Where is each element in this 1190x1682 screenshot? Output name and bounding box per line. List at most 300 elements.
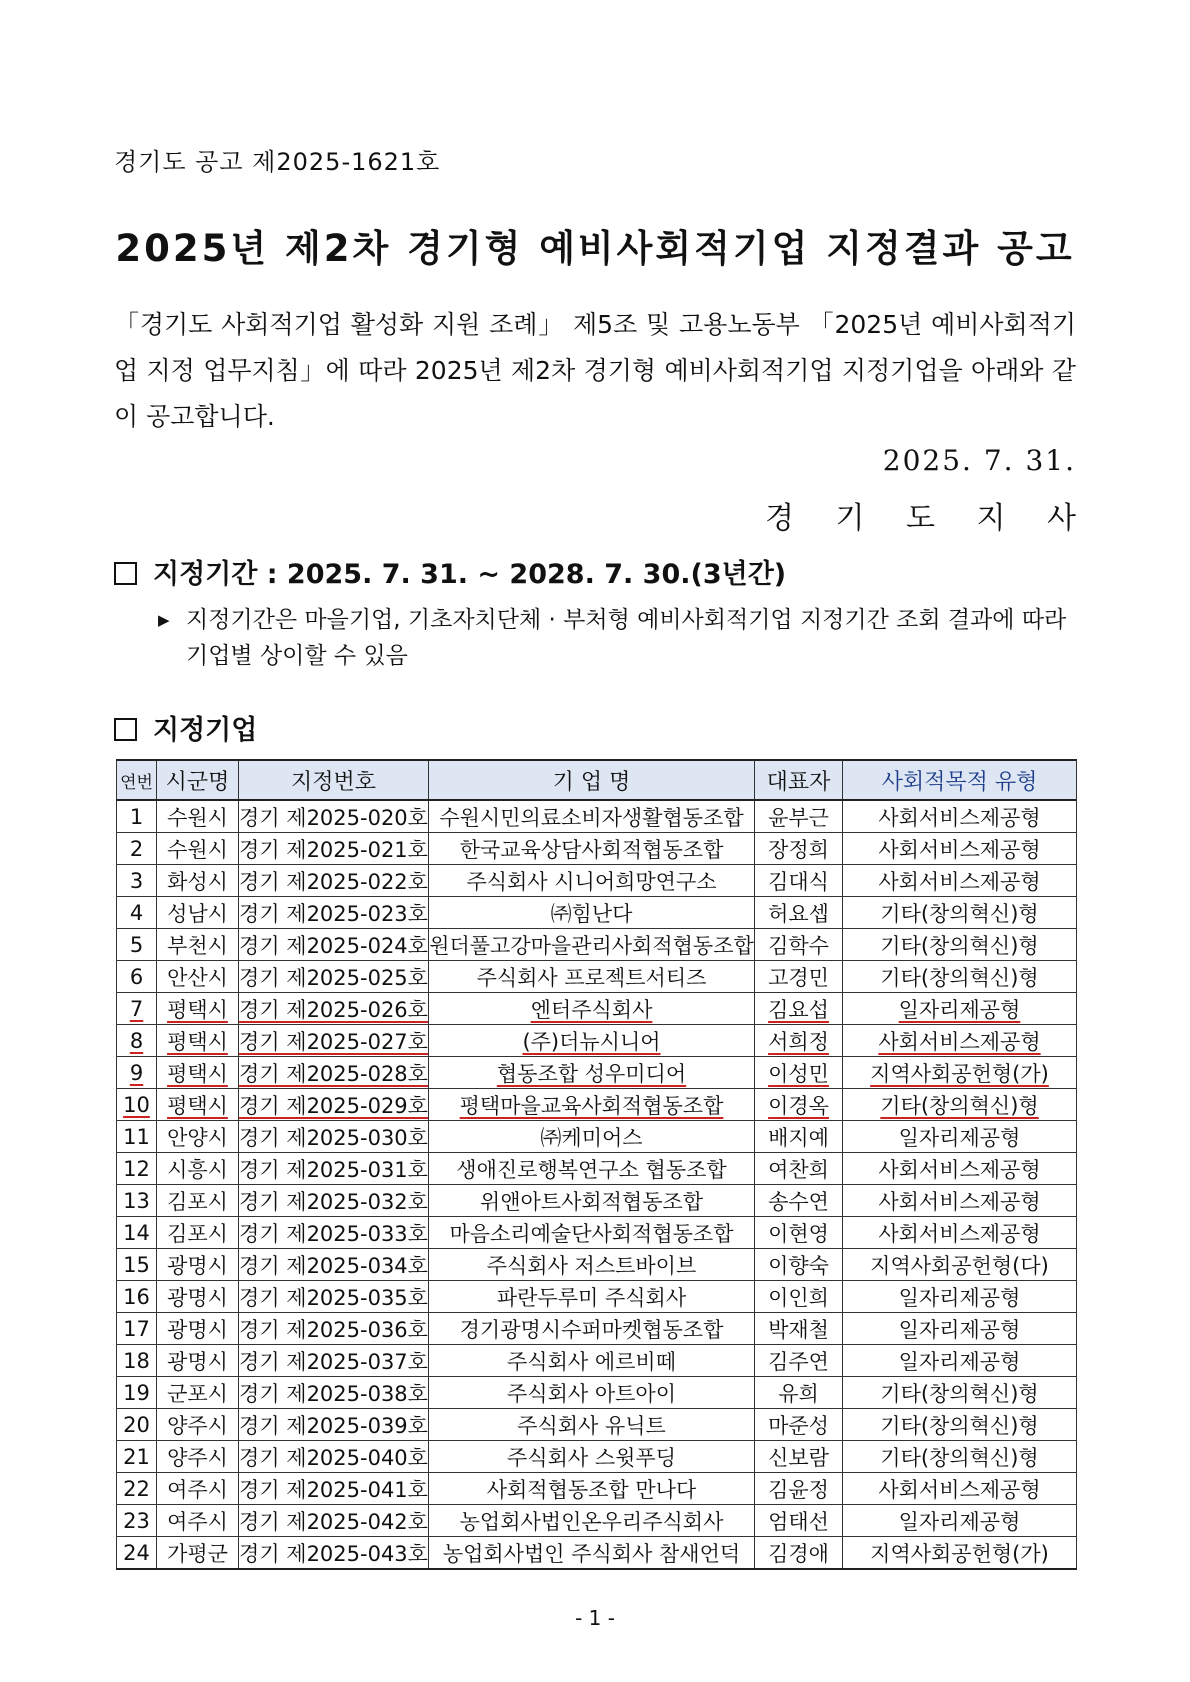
cell-text: 농업회사법인온우리주식회사 [459,1509,724,1534]
table-row [117,1473,1077,1505]
table-cell [843,1153,1077,1185]
table-cell [239,833,429,865]
cell-text: 경기 제2025-041호 [239,1477,428,1502]
table-cell [843,1441,1077,1473]
table-cell [117,1473,157,1505]
table-cell [239,993,429,1025]
table-cell [239,1409,429,1441]
table-cell [429,1121,755,1153]
table-row [117,929,1077,961]
table-row [117,833,1077,865]
cell-text: 김학수 [768,933,829,958]
table-cell [239,929,429,961]
table-cell [429,993,755,1025]
intro-paragraph: 「경기도 사회적기업 활성화 지원 조례」 제5조 및 고용노동부 「2025년 예비사회적기업 지정 업무지침」에 따라 2025년 제2차 경기형 예비사회적기업 지정기업을 아래와 같이 공고합니다. [114,310,1076,431]
table-cell [117,1153,157,1185]
cell-text: 안산시 [167,965,228,990]
cell-text: 신보람 [768,1445,829,1470]
table-cell [239,1185,429,1217]
cell-text: 사회서비스제공형 [878,805,1041,830]
table-cell [429,1537,755,1570]
table-row [117,897,1077,929]
triangle-bullet-icon: ▶ [158,611,170,629]
table-cell [239,1345,429,1377]
table-cell [843,1089,1077,1121]
cell-text: 21 [123,1444,150,1469]
cell-text: 엄태선 [768,1509,829,1534]
table-cell [117,1377,157,1409]
cell-text: 주식회사 유닉트 [517,1413,666,1438]
cell-text: 마음소리예술단사회적협동조합 [449,1221,734,1246]
period-note [160,602,1076,674]
table-cell [755,897,843,929]
cell-text: 경기 제2025-036호 [239,1317,428,1342]
cell-text: 지역사회공헌형(가) [870,1061,1049,1086]
designated-companies-table [116,759,1077,1570]
cell-text: 일자리제공형 [898,1349,1021,1374]
table-row [117,1217,1077,1249]
cell-text: 6 [129,964,144,989]
cell-text: 평택마을교육사회적협동조합 [459,1093,724,1118]
table-cell [843,1057,1077,1089]
cell-text: 10 [123,1092,150,1117]
table-cell [843,897,1077,929]
cell-text: 기타(창의혁신)형 [880,901,1039,926]
cell-text: 경기 제2025-034호 [239,1253,428,1278]
table-cell [157,1153,239,1185]
table-cell [429,1377,755,1409]
table-cell [429,1025,755,1057]
cell-text: 유희 [778,1381,819,1406]
table-cell [239,1153,429,1185]
cell-text: 경기 제2025-038호 [239,1381,428,1406]
cell-text: 17 [123,1316,150,1341]
table-cell [755,1089,843,1121]
table-cell [429,897,755,929]
cell-text: 여찬희 [768,1157,829,1182]
table-row [117,993,1077,1025]
cell-text: 사회서비스제공형 [878,1189,1041,1214]
table-cell [117,1281,157,1313]
table-cell [157,1441,239,1473]
table-cell [755,1281,843,1313]
table-cell [157,1217,239,1249]
cell-text: 가평군 [167,1541,228,1566]
cell-text: 윤부근 [768,805,829,830]
cell-text: 9 [129,1060,144,1085]
cell-text: 사회서비스제공형 [878,869,1041,894]
cell-text: 화성시 [167,869,228,894]
cell-text: 23 [123,1508,150,1533]
cell-text: 4 [129,900,144,925]
cell-text: 사회서비스제공형 [878,1477,1041,1502]
table-cell [157,1249,239,1281]
table-cell [117,1249,157,1281]
cell-text: 안양시 [167,1125,228,1150]
cell-text: 일자리제공형 [898,1285,1021,1310]
cell-text: 양주시 [167,1413,228,1438]
table-row [117,1025,1077,1057]
table-cell [239,1537,429,1570]
table-cell [843,800,1077,833]
cell-text: 경기 제2025-040호 [239,1445,428,1470]
cell-text: 허요셉 [768,901,829,926]
cell-text: 18 [123,1348,150,1373]
cell-text: ㈜케미어스 [540,1125,643,1150]
cell-text: 김요섭 [768,997,829,1022]
table-row [117,1377,1077,1409]
table-cell [157,1409,239,1441]
header-cell: 기 업 명 [429,760,755,800]
header-cell: 시군명 [157,760,239,800]
cell-text: 파란두루미 주식회사 [496,1285,687,1310]
table-cell [239,1313,429,1345]
cell-text: 사회적협동조합 만나다 [486,1477,697,1502]
table-cell [117,961,157,993]
cell-text: 경기 제2025-043호 [239,1541,428,1566]
cell-text: 경기 제2025-025호 [239,965,428,990]
cell-text: 한국교육상담사회적협동조합 [459,837,724,862]
cell-text: 사회서비스제공형 [878,837,1041,862]
table-cell [429,1473,755,1505]
table-cell [843,1345,1077,1377]
table-cell [239,1057,429,1089]
table-cell [239,1377,429,1409]
section-designated-companies [114,708,257,747]
cell-text: 김윤정 [768,1477,829,1502]
cell-text: 사회서비스제공형 [878,1029,1041,1054]
table-cell [117,993,157,1025]
cell-text: 일자리제공형 [898,997,1021,1022]
cell-text: 경기 제2025-027호 [239,1029,428,1054]
table-cell [157,1121,239,1153]
cell-text: 경기 제2025-020호 [239,805,428,830]
cell-text: 이현영 [768,1221,829,1246]
table-cell [429,1057,755,1089]
table-cell [239,1089,429,1121]
table-cell [755,1121,843,1153]
cell-text: 수원시민의료소비자생활협동조합 [439,805,744,830]
table-cell [239,1217,429,1249]
note-text: 지정기간은 마을기업, 기초자치단체 · 부처형 예비사회적기업 지정기간 조회 결과에 따라 기업별 상이할 수 있음 [186,607,1067,669]
table-cell [239,961,429,993]
cell-text: 평택시 [167,1093,228,1118]
table-row [117,1281,1077,1313]
section-designation-period [114,552,786,591]
table-row [117,961,1077,993]
cell-text: 일자리제공형 [898,1509,1021,1534]
cell-text: 경기 제2025-037호 [239,1349,428,1374]
cell-text: 박재철 [768,1317,829,1342]
cell-text: 이성민 [768,1061,829,1086]
table-cell [117,1025,157,1057]
cell-text: 평택시 [167,1061,228,1086]
table-cell [157,961,239,993]
table-cell [117,1441,157,1473]
cell-text: 22 [123,1476,150,1501]
cell-text: 기타(창의혁신)형 [880,1413,1039,1438]
table-cell [239,1121,429,1153]
cell-text: 농업회사법인 주식회사 참새언덕 [442,1541,741,1566]
cell-text: 경기 제2025-030호 [239,1125,428,1150]
table-cell [157,1313,239,1345]
table-cell [239,1473,429,1505]
cell-text: 기타(창의혁신)형 [880,965,1039,990]
table-cell [429,929,755,961]
table-cell [239,1281,429,1313]
cell-text: 김대식 [768,869,829,894]
table-cell [843,1185,1077,1217]
table-cell [117,1089,157,1121]
cell-text: 3 [129,868,144,893]
cell-text: 주식회사 에르비떼 [507,1349,676,1374]
section-heading: 지정기업 [153,715,258,746]
table-row [117,1441,1077,1473]
cell-text: 엔터주식회사 [530,997,653,1022]
table-cell [117,1537,157,1570]
table-cell [429,1409,755,1441]
cell-text: 광명시 [167,1349,228,1374]
table-cell [429,1313,755,1345]
table-cell [843,961,1077,993]
table-cell [239,800,429,833]
cell-text: 경기 제2025-023호 [239,901,428,926]
cell-text: 원더풀고강마을관리사회적협동조합 [429,933,754,958]
cell-text: 20 [123,1412,150,1437]
table-cell [755,1249,843,1281]
table-cell [755,993,843,1025]
cell-text: 5 [129,932,144,957]
cell-text: 평택시 [167,1029,228,1054]
cell-text: 고경민 [768,965,829,990]
table-cell [843,1217,1077,1249]
table-cell [429,1281,755,1313]
cell-text: 군포시 [167,1381,228,1406]
cell-text: 서희정 [768,1029,829,1054]
page-number: - 1 - [575,1606,615,1630]
table-cell [117,1217,157,1249]
cell-text: 광명시 [167,1285,228,1310]
table-cell [755,1441,843,1473]
table-cell [755,1537,843,1570]
cell-text: 지역사회공헌형(다) [870,1253,1049,1278]
notice-date: 2025. 7. 31. [882,444,1076,477]
cell-text: 일자리제공형 [898,1317,1021,1342]
cell-text: 주식회사 스윗푸딩 [507,1445,676,1470]
table-cell [117,800,157,833]
cell-text: 16 [123,1284,150,1309]
cell-text: 위앤아트사회적협동조합 [479,1189,704,1214]
table-cell [843,1281,1077,1313]
cell-text: 경기 제2025-031호 [239,1157,428,1182]
table-cell [157,1281,239,1313]
table-cell [429,1441,755,1473]
cell-text: 8 [129,1028,144,1053]
cell-text: 사회서비스제공형 [878,1157,1041,1182]
table-cell [157,993,239,1025]
table-cell [755,1217,843,1249]
checkbox-square-icon [114,562,137,585]
table-cell [843,1537,1077,1570]
table-cell [843,1025,1077,1057]
table-cell [429,1217,755,1249]
cell-text: 13 [123,1188,150,1213]
cell-text: 성남시 [167,901,228,926]
cell-text: 수원시 [167,837,228,862]
section-heading: 지정기간 : 2025. 7. 31. ~ 2028. 7. 30.(3년간) [153,559,787,590]
table-cell [117,865,157,897]
cell-text: 기타(창의혁신)형 [880,1445,1039,1470]
table-cell [117,833,157,865]
cell-text: 경기 제2025-021호 [239,837,428,862]
table-cell [117,1313,157,1345]
table-cell [239,865,429,897]
cell-text: 경기 제2025-033호 [239,1221,428,1246]
signer: 경 기 도 지 사 [764,501,1092,536]
cell-text: 지역사회공헌형(가) [870,1541,1049,1566]
table-row [117,1313,1077,1345]
table-cell [843,865,1077,897]
table-row [117,1249,1077,1281]
notice-number: 경기도 공고 제2025-1621호 [114,148,441,176]
cell-text: 14 [123,1220,150,1245]
table-cell [843,1505,1077,1537]
table-cell [239,1505,429,1537]
cell-text: 경기 제2025-032호 [239,1189,428,1214]
table-cell [157,1185,239,1217]
table-cell [157,1537,239,1570]
table-row [117,1153,1077,1185]
cell-text: 여주시 [167,1509,228,1534]
cell-text: 경기 제2025-028호 [239,1061,428,1086]
table-cell [429,1505,755,1537]
cell-text: 송수연 [768,1189,829,1214]
table-cell [157,800,239,833]
header-cell: 사회적목적 유형 [843,760,1077,800]
table-row [117,1057,1077,1089]
cell-text: 사회서비스제공형 [878,1221,1041,1246]
table-cell [843,833,1077,865]
cell-text: 수원시 [167,805,228,830]
cell-text: 경기 제2025-022호 [239,869,428,894]
cell-text: 배지예 [768,1125,829,1150]
table-cell [755,1409,843,1441]
table-cell [157,1377,239,1409]
table-cell [157,929,239,961]
cell-text: 김주연 [768,1349,829,1374]
cell-text: 광명시 [167,1317,228,1342]
cell-text: 주식회사 아트아이 [507,1381,676,1406]
header-cell: 지정번호 [239,760,429,800]
table-row [117,1121,1077,1153]
table-cell [117,1409,157,1441]
cell-text: (주)더뉴시니어 [522,1029,661,1054]
table-cell [755,833,843,865]
table-cell [755,1313,843,1345]
cell-text: 부천시 [167,933,228,958]
table-cell [157,833,239,865]
cell-text: 2 [129,836,144,861]
table-cell [117,1505,157,1537]
table-cell [239,1249,429,1281]
cell-text: 김경애 [768,1541,829,1566]
table-cell [117,1345,157,1377]
table-cell [755,1153,843,1185]
cell-text: 11 [123,1124,150,1149]
table-cell [429,961,755,993]
table-cell [843,1409,1077,1441]
cell-text: 이인희 [768,1285,829,1310]
table-row [117,1537,1077,1570]
table-cell [239,1025,429,1057]
checkbox-square-icon [114,718,137,741]
table-row [117,1505,1077,1537]
table-cell [755,961,843,993]
cell-text: 이향숙 [768,1253,829,1278]
table-cell [429,1089,755,1121]
cell-text: 경기 제2025-035호 [239,1285,428,1310]
cell-text: 이경옥 [768,1093,829,1118]
table-row [117,1089,1077,1121]
cell-text: 김포시 [167,1189,228,1214]
table-cell [843,1249,1077,1281]
table-row [117,1345,1077,1377]
header-cell: 대표자 [755,760,843,800]
cell-text: 마준성 [768,1413,829,1438]
cell-text: 1 [129,804,144,829]
cell-text: ㈜힘난다 [550,901,633,926]
table-cell [755,1345,843,1377]
table-cell [843,1121,1077,1153]
table-cell [117,1057,157,1089]
cell-text: 주식회사 저스트바이브 [486,1253,697,1278]
cell-text: 시흥시 [167,1157,228,1182]
cell-text: 주식회사 시니어희망연구소 [466,869,717,894]
table-cell [239,897,429,929]
cell-text: 경기 제2025-039호 [239,1413,428,1438]
table-cell [157,1345,239,1377]
cell-text: 19 [123,1380,150,1405]
table-cell [843,1377,1077,1409]
cell-text: 경기 제2025-026호 [239,997,428,1022]
table-cell [429,833,755,865]
table-cell [755,929,843,961]
cell-text: 24 [123,1540,150,1565]
cell-text: 7 [129,996,144,1021]
table-cell [429,865,755,897]
cell-text: 기타(창의혁신)형 [880,1093,1039,1118]
cell-text: 경기 제2025-042호 [239,1509,428,1534]
cell-text: 경기광명시수퍼마켓협동조합 [459,1317,724,1342]
cell-text: 일자리제공형 [898,1125,1021,1150]
table-row [117,1185,1077,1217]
table-cell [843,993,1077,1025]
table-row [117,1409,1077,1441]
cell-text: 기타(창의혁신)형 [880,933,1039,958]
table-cell [755,1473,843,1505]
table-cell [157,897,239,929]
cell-text: 경기 제2025-024호 [239,933,428,958]
table-cell [755,1377,843,1409]
table-cell [755,800,843,833]
table-cell [755,1025,843,1057]
cell-text: 주식회사 프로젝트서티즈 [476,965,707,990]
table-cell [117,1121,157,1153]
table-cell [843,1473,1077,1505]
table-cell [157,865,239,897]
cell-text: 김포시 [167,1221,228,1246]
table-cell [157,1025,239,1057]
